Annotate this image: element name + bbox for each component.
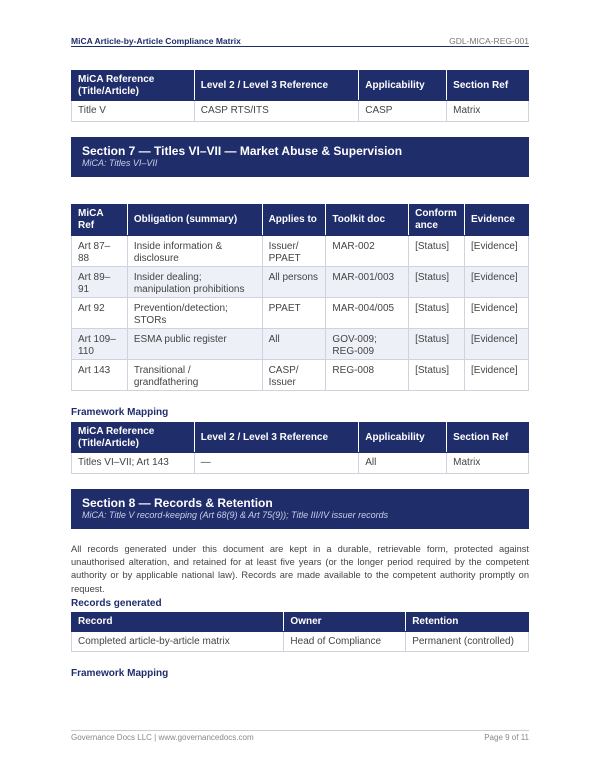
table-row bbox=[72, 267, 529, 298]
table-cell: [Evidence] bbox=[465, 267, 529, 298]
column-header: Owner bbox=[284, 613, 406, 632]
footer-company: Governance Docs LLC | www.governancedocs.com bbox=[71, 733, 254, 742]
column-header: Toolkit doc bbox=[326, 205, 409, 236]
table-cell: All bbox=[262, 329, 326, 360]
column-header: Level 2 / Level 3 Reference bbox=[194, 423, 358, 453]
table-cell: MAR-004/005 bbox=[326, 298, 409, 329]
table-cell: Prevention/detection; STORs bbox=[127, 298, 262, 329]
table-cell: [Status] bbox=[409, 267, 465, 298]
table-cell: All bbox=[359, 453, 447, 474]
obligations-table bbox=[71, 204, 529, 391]
table-cell: Art 92 bbox=[72, 298, 128, 329]
table-cell: [Status] bbox=[409, 236, 465, 267]
column-header: Section Ref bbox=[447, 423, 529, 453]
column-header: Obligation (summary) bbox=[127, 205, 262, 236]
table-cell: PPAET bbox=[262, 298, 326, 329]
table-cell: MAR-001/003 bbox=[326, 267, 409, 298]
footer-rule bbox=[71, 730, 529, 731]
table-cell: Title V bbox=[72, 101, 195, 122]
table-cell: [Evidence] bbox=[465, 360, 529, 391]
section-title: Section 8 — Records & Retention bbox=[82, 496, 273, 510]
table-cell: Head of Compliance bbox=[284, 632, 406, 652]
records-table bbox=[71, 612, 529, 652]
column-header: MiCA Ref bbox=[72, 205, 128, 236]
table-cell: [Evidence] bbox=[465, 329, 529, 360]
table-cell: — bbox=[194, 453, 358, 474]
header-rule bbox=[71, 46, 529, 47]
framework-mapping-heading: Framework Mapping bbox=[71, 668, 169, 679]
section-subtitle: MiCA: Titles VI–VII bbox=[82, 158, 158, 168]
page-number: Page 9 of 11 bbox=[484, 733, 529, 742]
section-7-banner bbox=[71, 137, 529, 177]
column-header: Applicability bbox=[359, 423, 447, 453]
table-cell: Matrix bbox=[447, 453, 529, 474]
page-footer bbox=[71, 733, 529, 742]
table-cell: [Evidence] bbox=[465, 236, 529, 267]
table-cell: Permanent (controlled) bbox=[406, 632, 529, 652]
table-cell: [Evidence] bbox=[465, 298, 529, 329]
table-row bbox=[72, 329, 529, 360]
table-cell: CASP RTS/ITS bbox=[194, 101, 358, 122]
document-id: GDL-MICA-REG-001 bbox=[449, 36, 529, 46]
section-8-banner bbox=[71, 489, 529, 529]
table-cell: Transitional / grandfathering bbox=[127, 360, 262, 391]
table-cell: MAR-002 bbox=[326, 236, 409, 267]
column-header: Applies to bbox=[262, 205, 326, 236]
column-header: Retention bbox=[406, 613, 529, 632]
column-header: Level 2 / Level 3 Reference bbox=[194, 71, 358, 101]
column-header: MiCA Reference (Title/Article) bbox=[72, 423, 195, 453]
table-row bbox=[72, 236, 529, 267]
table-cell: GOV-009; REG-009 bbox=[326, 329, 409, 360]
table-cell: All persons bbox=[262, 267, 326, 298]
table-cell: Inside information & disclosure bbox=[127, 236, 262, 267]
records-paragraph: All records generated under this document are kept in a durable, retrievable form, protected against unauthorised alteration, and retained for at least five years (or the longer period required by the competent authority or by applicable national law). Records are made available to the competent authority promptly on request. bbox=[71, 544, 529, 594]
table-cell: Art 143 bbox=[72, 360, 128, 391]
table-cell: Completed article-by-article matrix bbox=[72, 632, 284, 652]
records-generated-heading: Records generated bbox=[71, 598, 162, 609]
table-cell: [Status] bbox=[409, 329, 465, 360]
table-cell: CASP/ Issuer bbox=[262, 360, 326, 391]
table-row bbox=[72, 101, 529, 122]
table-cell: [Status] bbox=[409, 298, 465, 329]
table-cell: Art 109–110 bbox=[72, 329, 128, 360]
table-row bbox=[72, 632, 529, 652]
table-cell: Titles VI–VII; Art 143 bbox=[72, 453, 195, 474]
table-row bbox=[72, 298, 529, 329]
table-cell: Art 89–91 bbox=[72, 267, 128, 298]
table-cell: CASP bbox=[359, 101, 447, 122]
table-cell: [Status] bbox=[409, 360, 465, 391]
column-header: Applicability bbox=[359, 71, 447, 101]
document-title: MiCA Article-by-Article Compliance Matrix bbox=[71, 36, 241, 46]
table-cell: Issuer/ PPAET bbox=[262, 236, 326, 267]
column-header: Section Ref bbox=[447, 71, 529, 101]
table-cell: REG-008 bbox=[326, 360, 409, 391]
table-cell: Insider dealing; manipulation prohibitions bbox=[127, 267, 262, 298]
column-header: MiCA Reference (Title/Article) bbox=[72, 71, 195, 101]
table-row bbox=[72, 360, 529, 391]
column-header: Record bbox=[72, 613, 284, 632]
section-title: Section 7 — Titles VI–VII — Market Abuse & Supervision bbox=[82, 144, 403, 158]
table-cell: ESMA public register bbox=[127, 329, 262, 360]
page-header bbox=[71, 34, 529, 46]
framework-mapping-table-2 bbox=[71, 422, 529, 474]
section-subtitle: MiCA: Title V record-keeping (Art 68(9) & Art 75(9)); Title III/IV issuer records bbox=[82, 510, 389, 520]
framework-mapping-table-1 bbox=[71, 70, 529, 122]
column-header: Conformance bbox=[409, 205, 465, 236]
framework-mapping-heading: Framework Mapping bbox=[71, 407, 169, 418]
table-cell: Art 87–88 bbox=[72, 236, 128, 267]
table-row bbox=[72, 453, 529, 474]
column-header: Evidence bbox=[465, 205, 529, 236]
table-cell: Matrix bbox=[447, 101, 529, 122]
